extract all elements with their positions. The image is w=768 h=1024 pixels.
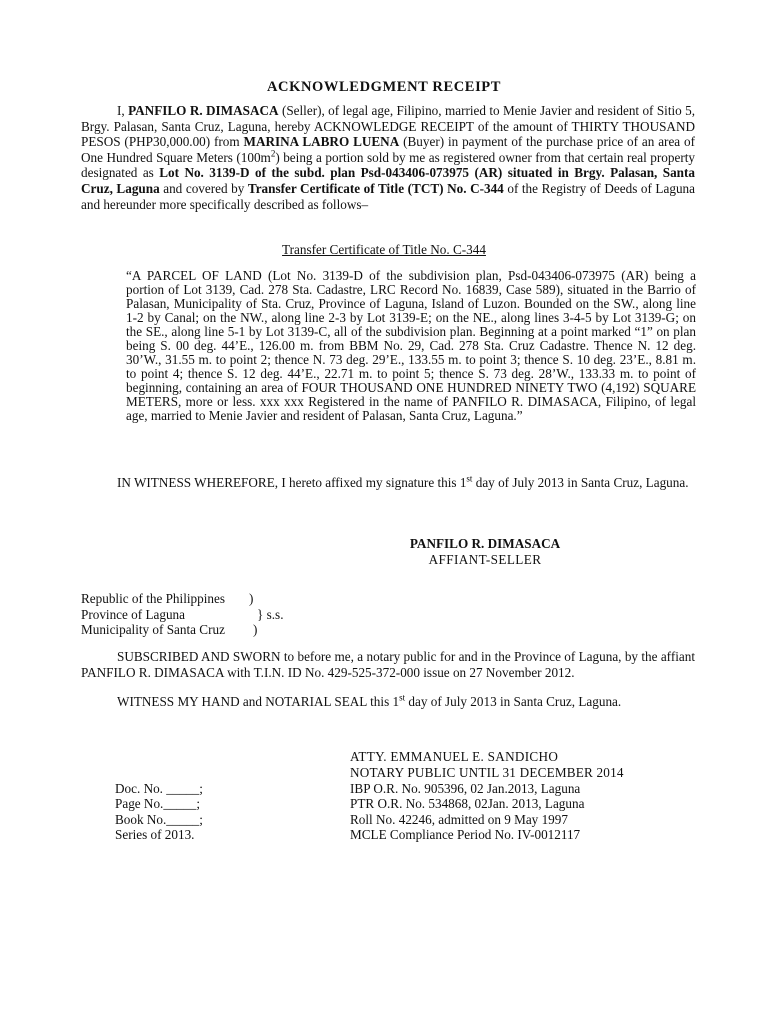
para-text: day of July 2013 in Santa Cruz, Laguna.	[472, 475, 689, 490]
roll-number: Roll No. 42246, admitted on 9 May 1997	[350, 811, 568, 827]
para-text: day of July 2013 in Santa Cruz, Laguna.	[405, 694, 622, 709]
tct-heading: Transfer Certificate of Title No. C-344	[282, 242, 486, 257]
venue-province: Province of Laguna	[81, 606, 185, 622]
para-text: IN WITNESS WHEREFORE, I hereto affixed my signature this 1	[117, 475, 467, 490]
para-text: (Buyer) in payment of the purchase price of an area of One Hundred Square Meters (100m	[81, 134, 695, 165]
para-text: (Seller), of legal age, Filipino, married to Menie Javier and resident of Sitio 5, Brgy. Palasan, Santa Cruz, Laguna, hereby ACKNOWLEDGE RECEIPT of the amount of THIRTY THOUSAND PESOS (PHP30,000.00) from	[81, 103, 696, 150]
superscript: 2	[270, 148, 276, 159]
venue-brace: )	[253, 622, 258, 638]
ptr-number: PTR O.R. No. 534868, 02Jan. 2013, Laguna	[350, 796, 585, 812]
buyer-name: MARINA LABRO LUENA	[243, 134, 400, 150]
document-title: ACKNOWLEDGMENT RECEIPT	[266, 79, 502, 95]
notary-until: NOTARY PUBLIC UNTIL 31 DECEMBER 2014	[350, 765, 624, 780]
land-description-quote: “A PARCEL OF LAND (Lot No. 3139-D of the subdivision plan, Psd-043406-073975 (AR) being a portion of Lot 3139, Cad. 278 Sta. Cadastre, LRC Record No. 16839, Case 589), situated in the Barrio of Palasan, Municipality of Sta. Cruz, Province of Laguna, Island of Luzon. Bounded on the SW., along line 1-2 by Canal; on the NW., along line 2-3 by Lot 3139-E; on the NE., along lines 3-4-5 by Lot 3139-G; on the SE., along line 5-1 by Lot 3139-C, all of the subdivision plan. Beginning at a point marked “1” on plan being S. 00 deg. 44’E., 126.00 m. from BBM No. 29, Cad. 278 Sta. Cruz Cadastre. Thence N. 12 deg. 30’W., 31.55 m. to point 2; thence N. 73 deg. 29’E., 133.55 m. to point 3; thence S. 10 deg. 23’E., 8.81 m. to point 4; thence S. 12 deg. 44’E., 22.71 m. to point 5; thence S. 73 deg. 28’W., 133.33 m. to point of beginning, containing an area of FOUR THOUSAND ONE HUNDRED NINETY TWO (4,192) SQUARE METERS, more or less. xxx xxx Registered in the name of PANFILO R. DIMASACA, Filipino, of legal age, married to Menie Javier and resident of Palasan, Santa Cruz, Laguna.”	[126, 268, 696, 423]
venue-block	[81, 591, 381, 638]
series: Series of 2013.	[115, 827, 195, 843]
signatory-name: PANFILO R. DIMASACA	[409, 536, 561, 551]
mcle-number: MCLE Compliance Period No. IV-0012117	[350, 827, 581, 843]
para-text: WITNESS MY HAND and NOTARIAL SEAL this 1	[117, 694, 400, 709]
subscribed-paragraph	[81, 649, 695, 680]
lot-description: Lot No. 3139-D of the subd. plan Psd-043406-073975 (AR) situated in Brgy. Palasan, Santa Cruz, Laguna	[81, 165, 695, 196]
doc-no: Doc. No. _____;	[115, 781, 203, 796]
receipt-paragraph	[81, 103, 695, 212]
page-no: Page No._____;	[115, 796, 200, 812]
superscript: st	[399, 692, 406, 703]
venue-brace: )	[249, 591, 254, 606]
para-text: I,	[117, 103, 129, 118]
witness-paragraph	[81, 475, 695, 491]
docket-block	[115, 781, 265, 843]
signatory-role: AFFIANT-SELLER	[428, 552, 542, 567]
venue-republic: Republic of the Philippines	[81, 591, 225, 606]
para-text: of the Registry of Deeds of Laguna and hereunder more specifically described as follows–	[81, 180, 695, 212]
para-text: and covered by	[159, 180, 248, 196]
tct-reference: Transfer Certificate of Title (TCT) No. C-344	[247, 180, 504, 196]
notary-credentials	[350, 781, 680, 843]
subscribed-text: SUBSCRIBED AND SWORN to before me, a notary public for and in the Province of Laguna, by the affiant PANFILO R. DIMASACA with T.I.N. ID No. 429-525-372-000 issue on 27 November 2012.	[81, 649, 695, 680]
seller-name: PANFILO R. DIMASACA	[128, 103, 279, 118]
notarial-paragraph	[81, 694, 695, 710]
para-text: ) being a portion sold by me as registered owner from that certain real property designated as	[81, 149, 695, 181]
superscript: st	[466, 473, 473, 484]
ibp-number: IBP O.R. No. 905396, 02 Jan.2013, Laguna	[350, 781, 581, 796]
notary-name: ATTY. EMMANUEL E. SANDICHO	[350, 749, 559, 764]
book-no: Book No._____;	[115, 811, 203, 827]
venue-ss: } s.s.	[257, 606, 284, 622]
venue-municipality: Municipality of Santa Cruz	[81, 622, 225, 638]
